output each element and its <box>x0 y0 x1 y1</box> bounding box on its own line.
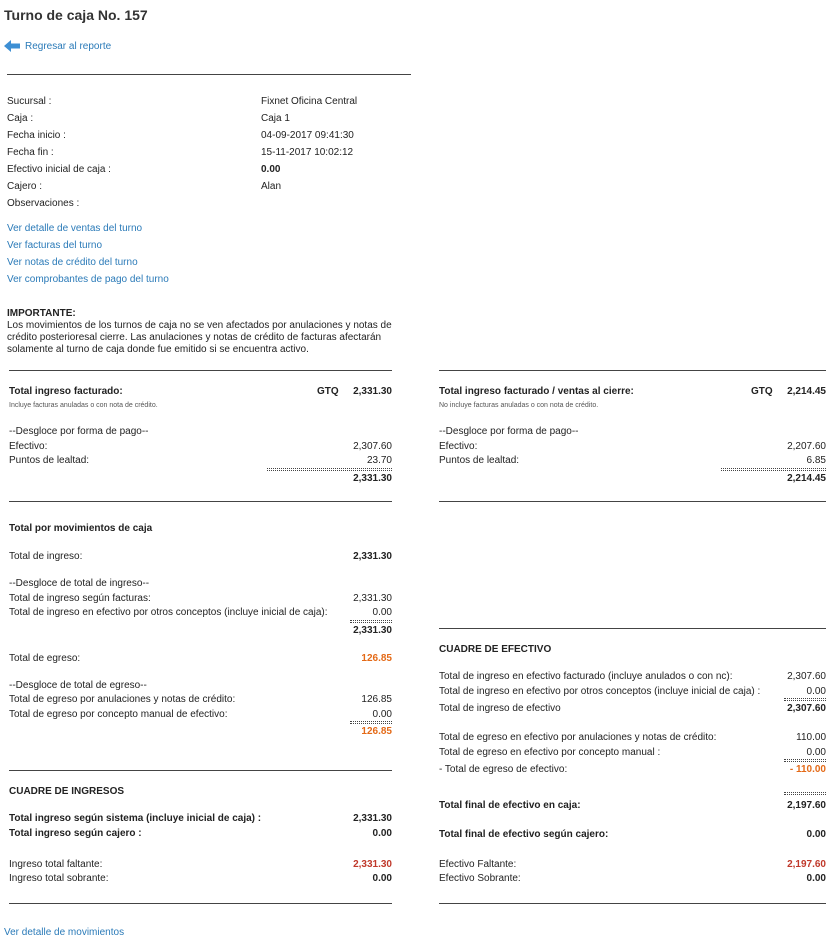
final-caja-value: 2,197.60 <box>787 800 826 811</box>
efectivo-value-anulaciones: 110.00 <box>796 732 826 743</box>
movimientos-ingreso-value: 2,331.30 <box>353 551 392 562</box>
egreso-label-manual: Total de egreso por concepto manual de efectivo: <box>9 709 228 720</box>
divider <box>439 501 826 502</box>
efectivo-egreso-total-label: - Total de egreso de efectivo: <box>439 764 568 775</box>
ingreso-value-facturas: 2,331.30 <box>353 593 392 604</box>
cierre-total: 2,214.45 <box>787 386 826 397</box>
important-heading: IMPORTANTE: <box>7 308 76 319</box>
ingreso-sum: 2,331.30 <box>353 625 392 636</box>
facturado-label-puntos: Puntos de lealtad: <box>9 455 90 466</box>
divider <box>7 74 411 75</box>
efectivo-ingreso-total-value: 2,307.60 <box>787 703 826 714</box>
facturado-total: 2,331.30 <box>353 386 392 397</box>
info-value-fecha-inicio: 04-09-2017 09:41:30 <box>261 130 354 141</box>
sum-line <box>784 759 826 762</box>
cierre-value-puntos: 6.85 <box>806 455 826 466</box>
ingreso-sistema-label: Total ingreso según sistema (incluye inicial de caja) : <box>9 813 262 824</box>
efectivo-value-manual: 0.00 <box>806 747 826 758</box>
final-caja-label: Total final de efectivo en caja: <box>439 800 581 811</box>
link-notas-credito[interactable]: Ver notas de crédito del turno <box>7 257 138 268</box>
ingreso-sobrante-label: Ingreso total sobrante: <box>9 873 109 884</box>
cierre-currency: GTQ <box>751 386 773 397</box>
sum-line <box>784 698 826 701</box>
back-to-report-link[interactable] <box>4 38 111 54</box>
ingreso-sistema-value: 2,331.30 <box>353 813 392 824</box>
sum-line <box>350 721 392 724</box>
ingreso-cajero-label: Total ingreso según cajero : <box>9 828 142 839</box>
movimientos-title: Total por movimientos de caja <box>9 523 153 534</box>
ingreso-label-facturas: Total de ingreso según facturas: <box>9 593 151 604</box>
info-value-cajero: Alan <box>261 181 282 192</box>
egreso-value-manual: 0.00 <box>372 709 392 720</box>
info-value-caja: Caja 1 <box>261 113 290 124</box>
efectivo-egreso-total-value: - 110.00 <box>789 764 826 775</box>
efectivo-label-anulaciones: Total de egreso en efectivo por anulaciones y notas de crédito: <box>439 732 717 743</box>
facturado-value-puntos: 23.70 <box>366 455 392 466</box>
arrow-left-icon <box>4 40 20 52</box>
divider <box>9 370 392 371</box>
efectivo-sobrante-label: Efectivo Sobrante: <box>439 873 521 884</box>
egreso-value-anulaciones: 126.85 <box>361 694 392 705</box>
page-title: Turno de caja No. 157 <box>4 7 148 23</box>
ingreso-faltante-label: Ingreso total faltante: <box>9 859 103 870</box>
ingreso-sobrante-value: 0.00 <box>372 873 392 884</box>
divider <box>439 903 826 904</box>
cierre-title: Total ingreso facturado / ventas al cierre: <box>439 386 634 397</box>
link-facturas[interactable]: Ver facturas del turno <box>7 240 103 251</box>
divider <box>9 501 392 502</box>
efectivo-faltante-label: Efectivo Faltante: <box>439 859 517 870</box>
info-label-caja: Caja : <box>7 113 34 124</box>
sum-line <box>784 792 826 795</box>
divider <box>9 903 392 904</box>
link-comprobantes-pago[interactable]: Ver comprobantes de pago del turno <box>7 274 169 285</box>
sum-line <box>267 468 392 471</box>
link-detalle-movimientos[interactable]: Ver detalle de movimientos <box>4 927 125 938</box>
movimientos-egreso-label: Total de egreso: <box>9 653 81 664</box>
facturado-breakdown-title: --Desgloce por forma de pago-- <box>9 426 149 437</box>
ingreso-cajero-value: 0.00 <box>372 828 392 839</box>
ingreso-breakdown-title: --Desgloce de total de ingreso-- <box>9 578 150 589</box>
egreso-label-anulaciones: Total de egreso por anulaciones y notas de crédito: <box>9 694 236 705</box>
efectivo-label-manual: Total de egreso en efectivo por concepto manual : <box>439 747 661 758</box>
facturado-title: Total ingreso facturado: <box>9 386 123 397</box>
info-label-efectivo-inicial: Efectivo inicial de caja : <box>7 164 111 175</box>
info-label-sucursal: Sucursal : <box>7 96 52 107</box>
cuadre-efectivo-title: CUADRE DE EFECTIVO <box>439 644 552 655</box>
link-detalle-ventas[interactable]: Ver detalle de ventas del turno <box>7 223 143 234</box>
efectivo-value-otros: 0.00 <box>806 686 826 697</box>
facturado-note: Incluye facturas anuladas o con nota de crédito. <box>9 402 158 409</box>
divider <box>439 370 826 371</box>
info-label-observaciones: Observaciones : <box>7 198 80 209</box>
efectivo-ingreso-total-label: Total de ingreso de efectivo <box>439 703 561 714</box>
info-label-fecha-fin: Fecha fin : <box>7 147 54 158</box>
facturado-currency: GTQ <box>317 386 339 397</box>
facturado-label-efectivo: Efectivo: <box>9 441 48 452</box>
cuadre-ingresos-title: CUADRE DE INGRESOS <box>9 786 125 797</box>
egreso-breakdown-title: --Desgloce de total de egreso-- <box>9 680 147 691</box>
cierre-breakdown-title: --Desgloce por forma de pago-- <box>439 426 579 437</box>
info-label-fecha-inicio: Fecha inicio : <box>7 130 66 141</box>
final-cajero-value: 0.00 <box>806 829 826 840</box>
cierre-label-puntos: Puntos de lealtad: <box>439 455 520 466</box>
cierre-value-efectivo: 2,207.60 <box>787 441 826 452</box>
ingreso-value-otros: 0.00 <box>372 607 392 618</box>
movimientos-ingreso-label: Total de ingreso: <box>9 551 83 562</box>
efectivo-faltante-value: 2,197.60 <box>787 859 826 870</box>
ingreso-faltante-value: 2,331.30 <box>353 859 392 870</box>
divider <box>9 770 392 771</box>
efectivo-sobrante-value: 0.00 <box>806 873 826 884</box>
movimientos-egreso-value: 126.85 <box>361 653 392 664</box>
sum-line <box>721 468 826 471</box>
info-label-cajero: Cajero : <box>7 181 43 192</box>
cierre-note: No incluye facturas anuladas o con nota de crédito. <box>439 402 599 409</box>
ingreso-label-otros: Total de ingreso en efectivo por otros conceptos (incluye inicial de caja): <box>9 607 328 618</box>
efectivo-value-facturado: 2,307.60 <box>787 671 826 682</box>
facturado-value-efectivo: 2,307.60 <box>353 441 392 452</box>
final-cajero-label: Total final de efectivo según cajero: <box>439 829 609 840</box>
back-link-label[interactable]: Regresar al reporte <box>25 41 112 52</box>
info-value-efectivo-inicial: 0.00 <box>261 164 281 175</box>
cierre-sum: 2,214.45 <box>787 473 826 484</box>
important-text: Los movimientos de los turnos de caja no se ven afectados por anulaciones y notas de crédito posterioresal cierre. Las anulaciones y notas de crédito de facturas afectarán solamente al turno de caja donde fue emitido si se encuentra activo. <box>7 320 392 355</box>
egreso-sum: 126.85 <box>361 726 392 737</box>
sum-line <box>350 620 392 623</box>
info-value-fecha-fin: 15-11-2017 10:02:12 <box>261 147 354 158</box>
efectivo-label-facturado: Total de ingreso en efectivo facturado (incluye anulados o con nc): <box>439 671 733 682</box>
divider <box>439 628 826 629</box>
efectivo-label-otros: Total de ingreso en efectivo por otros conceptos (incluye inicial de caja) : <box>439 686 761 697</box>
facturado-sum: 2,331.30 <box>353 473 392 484</box>
cierre-label-efectivo: Efectivo: <box>439 441 478 452</box>
info-value-sucursal: Fixnet Oficina Central <box>261 96 358 107</box>
